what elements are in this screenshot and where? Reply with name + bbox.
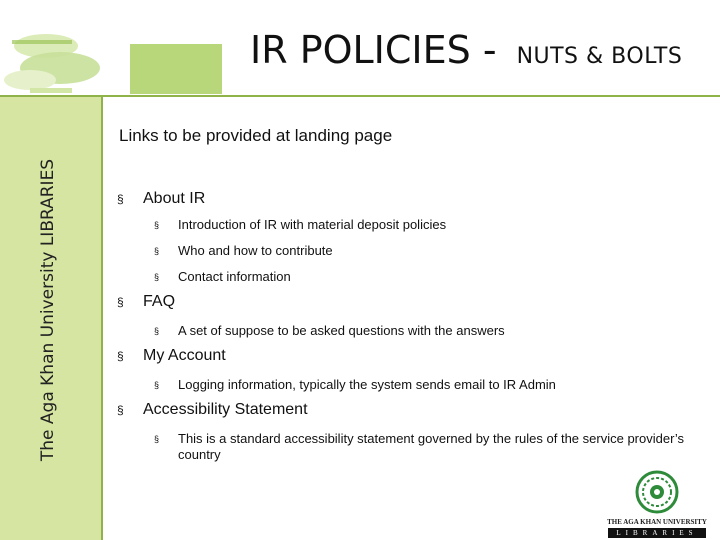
slide-title xyxy=(250,28,682,72)
sidebar-label: The Aga Khan University LIBRARIES xyxy=(38,158,58,462)
bullet-marker: § xyxy=(154,434,160,444)
section-heading: Links to be provided at landing page xyxy=(119,126,393,145)
list-item-level1: FAQ xyxy=(143,293,176,310)
title-sub: NUTS & BOLTS xyxy=(516,44,683,69)
bullet-marker: § xyxy=(154,220,160,230)
list-item-level2: Who and how to contribute xyxy=(178,243,333,258)
bullet-marker: § xyxy=(154,380,160,390)
list-item-level1: Accessibility Statement xyxy=(143,401,308,418)
bullet-marker: § xyxy=(154,272,160,282)
list-item-level2: Logging information, typically the system sends email to IR Admin xyxy=(178,377,556,392)
list-item-level1: My Account xyxy=(143,347,226,364)
list-item-level2: Introduction of IR with material deposit policies xyxy=(178,217,447,232)
logo-subtitle: LIBRARIES xyxy=(608,528,706,538)
title-main: IR POLICIES - xyxy=(250,28,497,72)
list-item-level2: This is a standard accessibility statement governed by the rules of the service provider’s country xyxy=(178,431,685,462)
list-item-level2: A set of suppose to be asked questions with the answers xyxy=(178,323,505,338)
list-item-level1: About IR xyxy=(143,190,206,207)
bullet-marker: § xyxy=(117,403,124,417)
logo-wordmark: THE AGA KHAN UNIVERSITY xyxy=(607,518,707,526)
decorative-shapes xyxy=(0,28,240,98)
university-logo xyxy=(598,470,716,540)
list-item-level2: Contact information xyxy=(178,269,291,284)
bullet-marker: § xyxy=(117,295,124,309)
bullet-marker: § xyxy=(117,349,124,363)
bullet-marker: § xyxy=(117,192,124,206)
bullet-marker: § xyxy=(154,246,160,256)
bullet-marker: § xyxy=(154,326,160,336)
rosette-emblem-icon xyxy=(635,470,679,514)
sidebar-divider xyxy=(101,96,103,540)
